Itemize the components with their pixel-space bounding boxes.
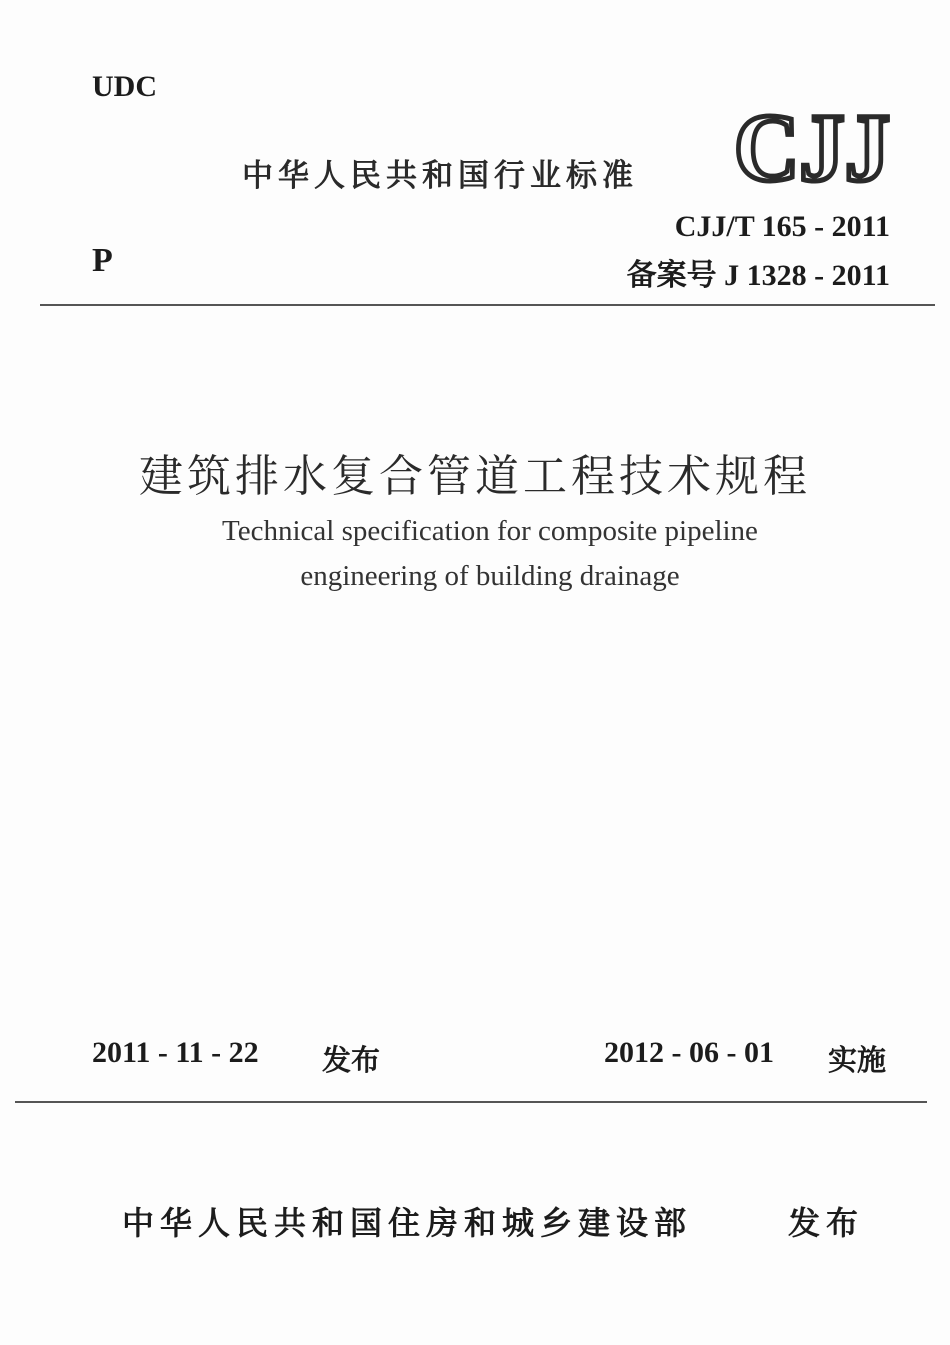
udc-label: UDC	[92, 70, 157, 103]
record-number: 备案号 J 1328 - 2011	[626, 259, 890, 292]
cjj-logo	[732, 100, 892, 190]
implementation-label: 实施	[828, 1043, 887, 1077]
title-english-line1: Technical specification for composite pipeline	[222, 515, 758, 547]
standard-type-heading: 中华人民共和国行业标准	[242, 158, 638, 194]
issue-date: 2011 - 11 - 22	[92, 1036, 259, 1069]
issue-label: 发布	[322, 1043, 381, 1077]
title-english-line2: engineering of building drainage	[300, 560, 680, 592]
logo-text: CJJ	[734, 100, 890, 190]
standard-code: CJJ/T 165 - 2011	[674, 210, 890, 243]
top-divider	[40, 304, 935, 306]
title-chinese: 建筑排水复合管道工程技术规程	[139, 451, 811, 502]
classification-letter: P	[92, 242, 113, 279]
implementation-date: 2012 - 06 - 01	[604, 1036, 774, 1069]
publisher-name: 中华人民共和国住房和城乡建设部	[122, 1204, 693, 1242]
bottom-divider	[15, 1101, 927, 1103]
publisher-action: 发布	[788, 1204, 865, 1242]
